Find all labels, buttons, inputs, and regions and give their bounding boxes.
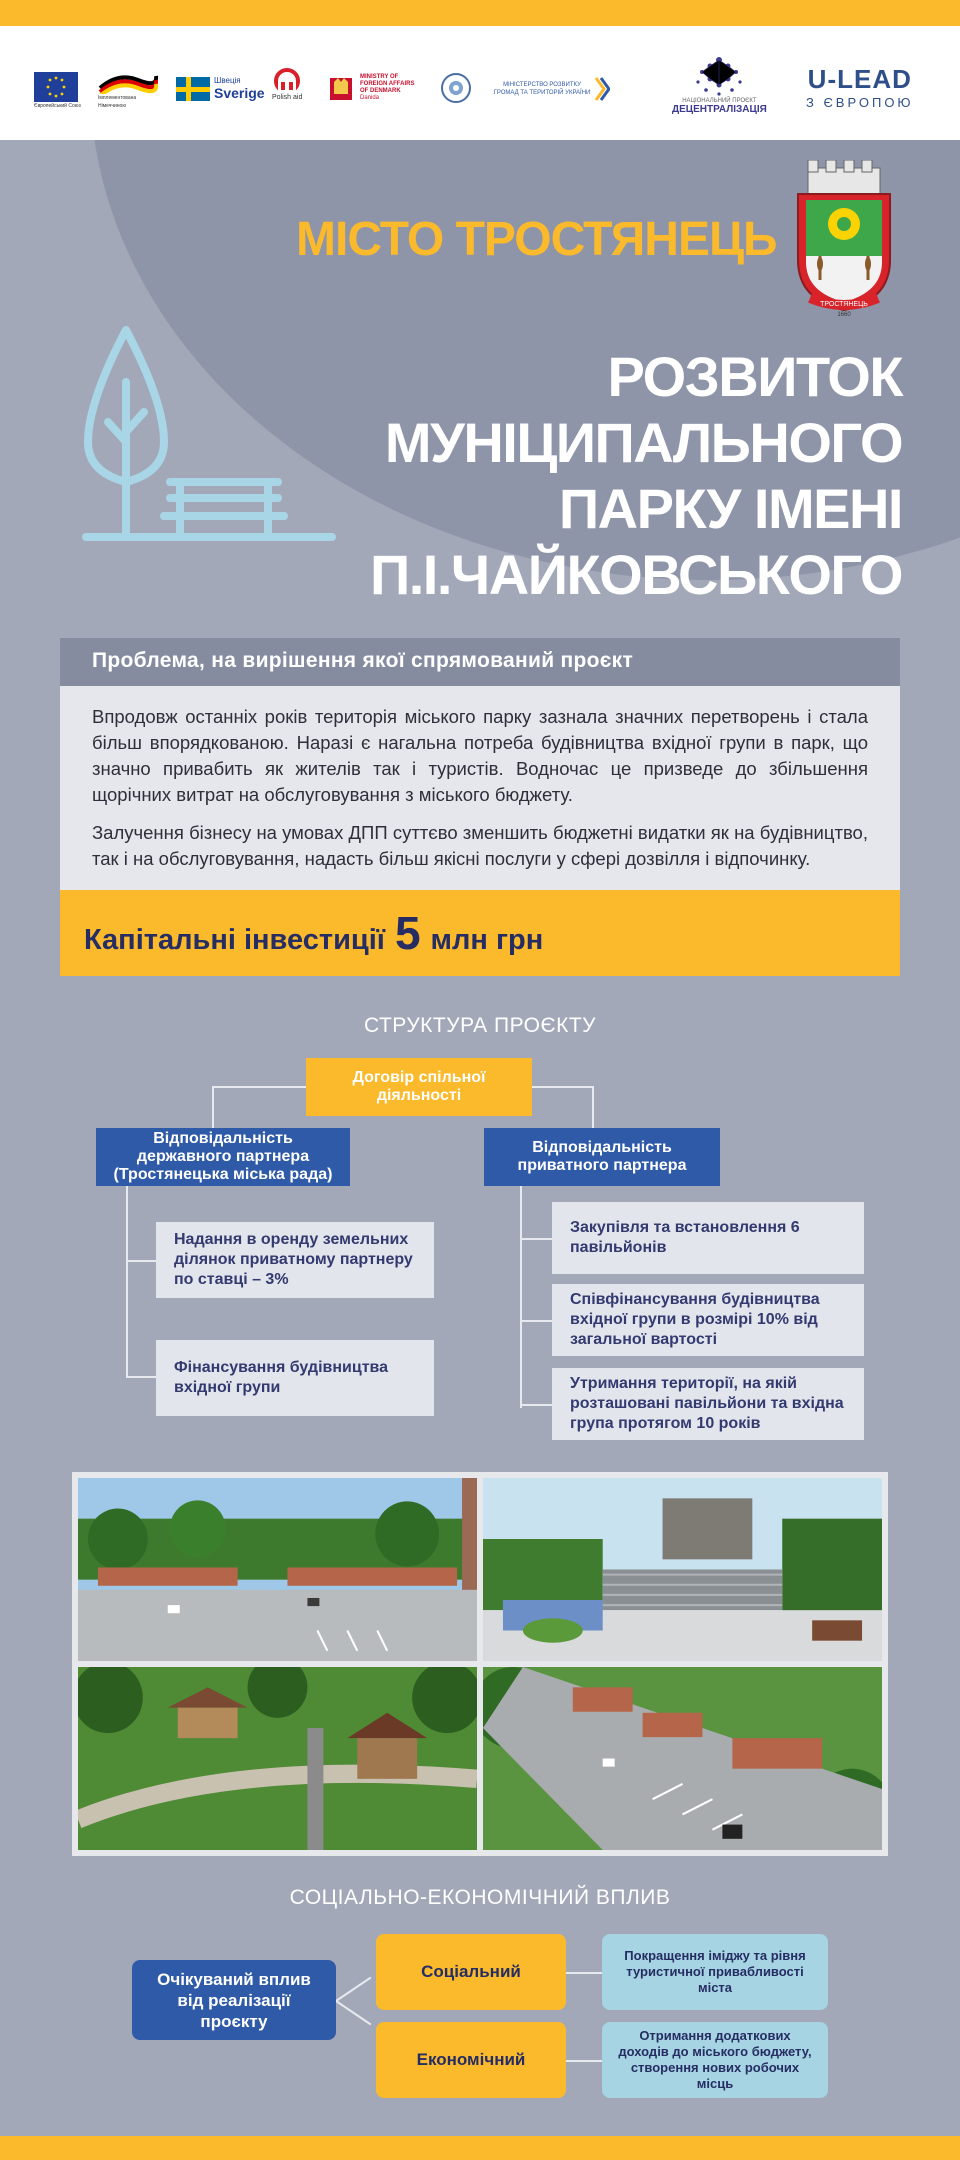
decentralization-text: ДЕЦЕНТРАЛІЗАЦІЯ [672,104,767,115]
polish-aid-text: Polish aid [272,94,303,101]
eu-caption: Європейський Союз [34,103,81,109]
project-main-title [370,344,902,608]
ulead-sub-text: З ЄВРОПОЮ [806,95,914,110]
public-partner-node: Відповідальність державного партнера (Тростянецька міська рада) [96,1128,350,1186]
main-title-line-4: П.І.ЧАЙКОВСЬКОГО [369,543,902,606]
main-title-line-2: МУНІЦИПАЛЬНОГО [384,411,902,474]
bottom-accent-stripe [0,2136,960,2160]
partner-logos-bar [0,26,960,140]
eu-logo [34,72,81,110]
economic-impact-node: Економічний [376,2022,566,2098]
connector-line [566,1972,602,1974]
sweden-main-text: Sverige [214,85,265,101]
project-renderings-grid [72,1472,888,1856]
connector-line [520,1404,552,1406]
public-item-land-lease: Надання в оренду земельних ділянок приватному партнеру по ставці – 3% [156,1222,434,1298]
impact-title: СОЦІАЛЬНО-ЕКОНОМІЧНИЙ ВПЛИВ [289,1886,671,1909]
tree-bench-icon [78,322,340,552]
connector-line [126,1260,156,1262]
problem-paragraph-1: Впродовж останніх років територія міського парку зазнала значних перетворень і стала більш впорядкованою. Наразі є нагальна потреба будівництва вхідної групи в парк, що значно привабить як жителів так і туристів. Водночас це призведе до збільшення щорічних витрат на обслуговування з міського бюджету. [92,706,868,805]
decentralization-top-text: НАЦІОНАЛЬНИЙ ПРОЄКТ [682,98,757,104]
coat-of-arms-label: ТРОСТЯНЕЦЬ [820,301,868,308]
problem-body [60,686,900,890]
structure-root-node: Договір спільної діяльності [306,1058,532,1116]
private-item-cofinancing: Співфінансування будівництва вхідної групи в розмірі 10% від загальної вартості [552,1284,864,1356]
economic-impact-description: Отримання додаткових доходів до міського бюджету, створення нових робочих місць [602,2022,828,2098]
connector-line [212,1086,214,1128]
investment-label: Капітальні інвестиції [84,924,385,956]
structure-title: СТРУКТУРА ПРОЄКТУ [364,1014,596,1037]
public-item-financing: Фінансування будівництва вхідної групи [156,1340,434,1416]
connector-line [566,2060,602,2062]
denmark-text: MINISTRY OF FOREIGN AFFAIRS OF DENMARK [360,73,415,94]
problem-header: Проблема, на вирішення якої спрямований проєкт [60,638,900,686]
sweden-logo [176,76,265,101]
investment-unit: млн грн [430,924,544,956]
coat-of-arms-icon [790,160,898,320]
rendering-parking-pavilions [78,1478,477,1661]
sweden-flag-icon [176,77,210,101]
polish-aid-icon [272,68,302,94]
private-item-maintenance: Утримання території, на якій розташовані павільйони та вхідна група протягом 10 років [552,1368,864,1440]
eu-flag-icon [34,72,78,102]
rendering-park-gazebo [78,1667,477,1850]
round-emblem-logo [440,72,472,104]
ulead-logo [806,64,914,110]
connector-line [520,1238,552,1240]
ministry-arrows-icon [594,76,610,102]
ministry-ukraine-text: МІНІСТЕРСТВО РОЗВИТКУ ГРОМАД ТА ТЕРИТОРІЙ УКРАЇНИ [493,82,591,96]
rendering-aerial-parking [483,1667,882,1850]
investment-banner [60,890,900,976]
germany-logo [98,70,158,110]
connector-line [126,1376,156,1378]
problem-paragraph-2: Залучення бізнесу на умовах ДПП суттєво зменшить бюджетні видатки як на будівництво, так і на обслуговування, надасть більш якісні послуги у сфері дозвілля і відпочинку. [92,822,868,869]
polish-aid-logo [272,68,302,102]
decentralization-logo [672,52,767,115]
private-item-pavilions: Закупівля та встановлення 6 павільйонів [552,1202,864,1274]
top-accent-stripe [0,0,960,26]
social-impact-description: Покращення іміджу та рівня туристичної привабливості міста [602,1934,828,2010]
connector-line [520,1186,522,1408]
problem-section [60,638,900,976]
city-title: МІСТО ТРОСТЯНЕЦЬ [296,213,777,266]
connector-line [520,1320,552,1322]
connector-line [592,1086,594,1128]
social-impact-node: Соціальний [376,1934,566,2010]
connector-line [335,1977,371,2002]
connector-line [335,2000,371,2025]
main-title-line-1: РОЗВИТОК [607,345,902,408]
decentralization-dots-icon [684,52,754,98]
expected-impact-node: Очікуваний вплив від реалізації проєкту [132,1960,336,2040]
sweden-top-text: Швеція [214,76,241,85]
germany-caption: Імплементована Німеччиною [98,95,137,109]
denmark-logo [328,72,422,102]
main-title-line-3: ПАРКУ ІМЕНІ [558,477,902,540]
connector-line [126,1186,128,1376]
investment-amount: 5 [394,907,421,959]
coat-of-arms-year: 1660 [837,312,851,318]
denmark-crown-icon [328,72,354,102]
round-emblem-icon [440,72,472,104]
germany-flag-icon [98,70,158,94]
private-partner-node: Відповідальність приватного партнера [484,1128,720,1186]
ulead-main-text: U-LEAD [807,64,912,94]
rendering-entrance-stairs [483,1478,882,1661]
ministry-ukraine-logo [490,76,610,102]
denmark-sub-text: Danida [360,94,380,101]
